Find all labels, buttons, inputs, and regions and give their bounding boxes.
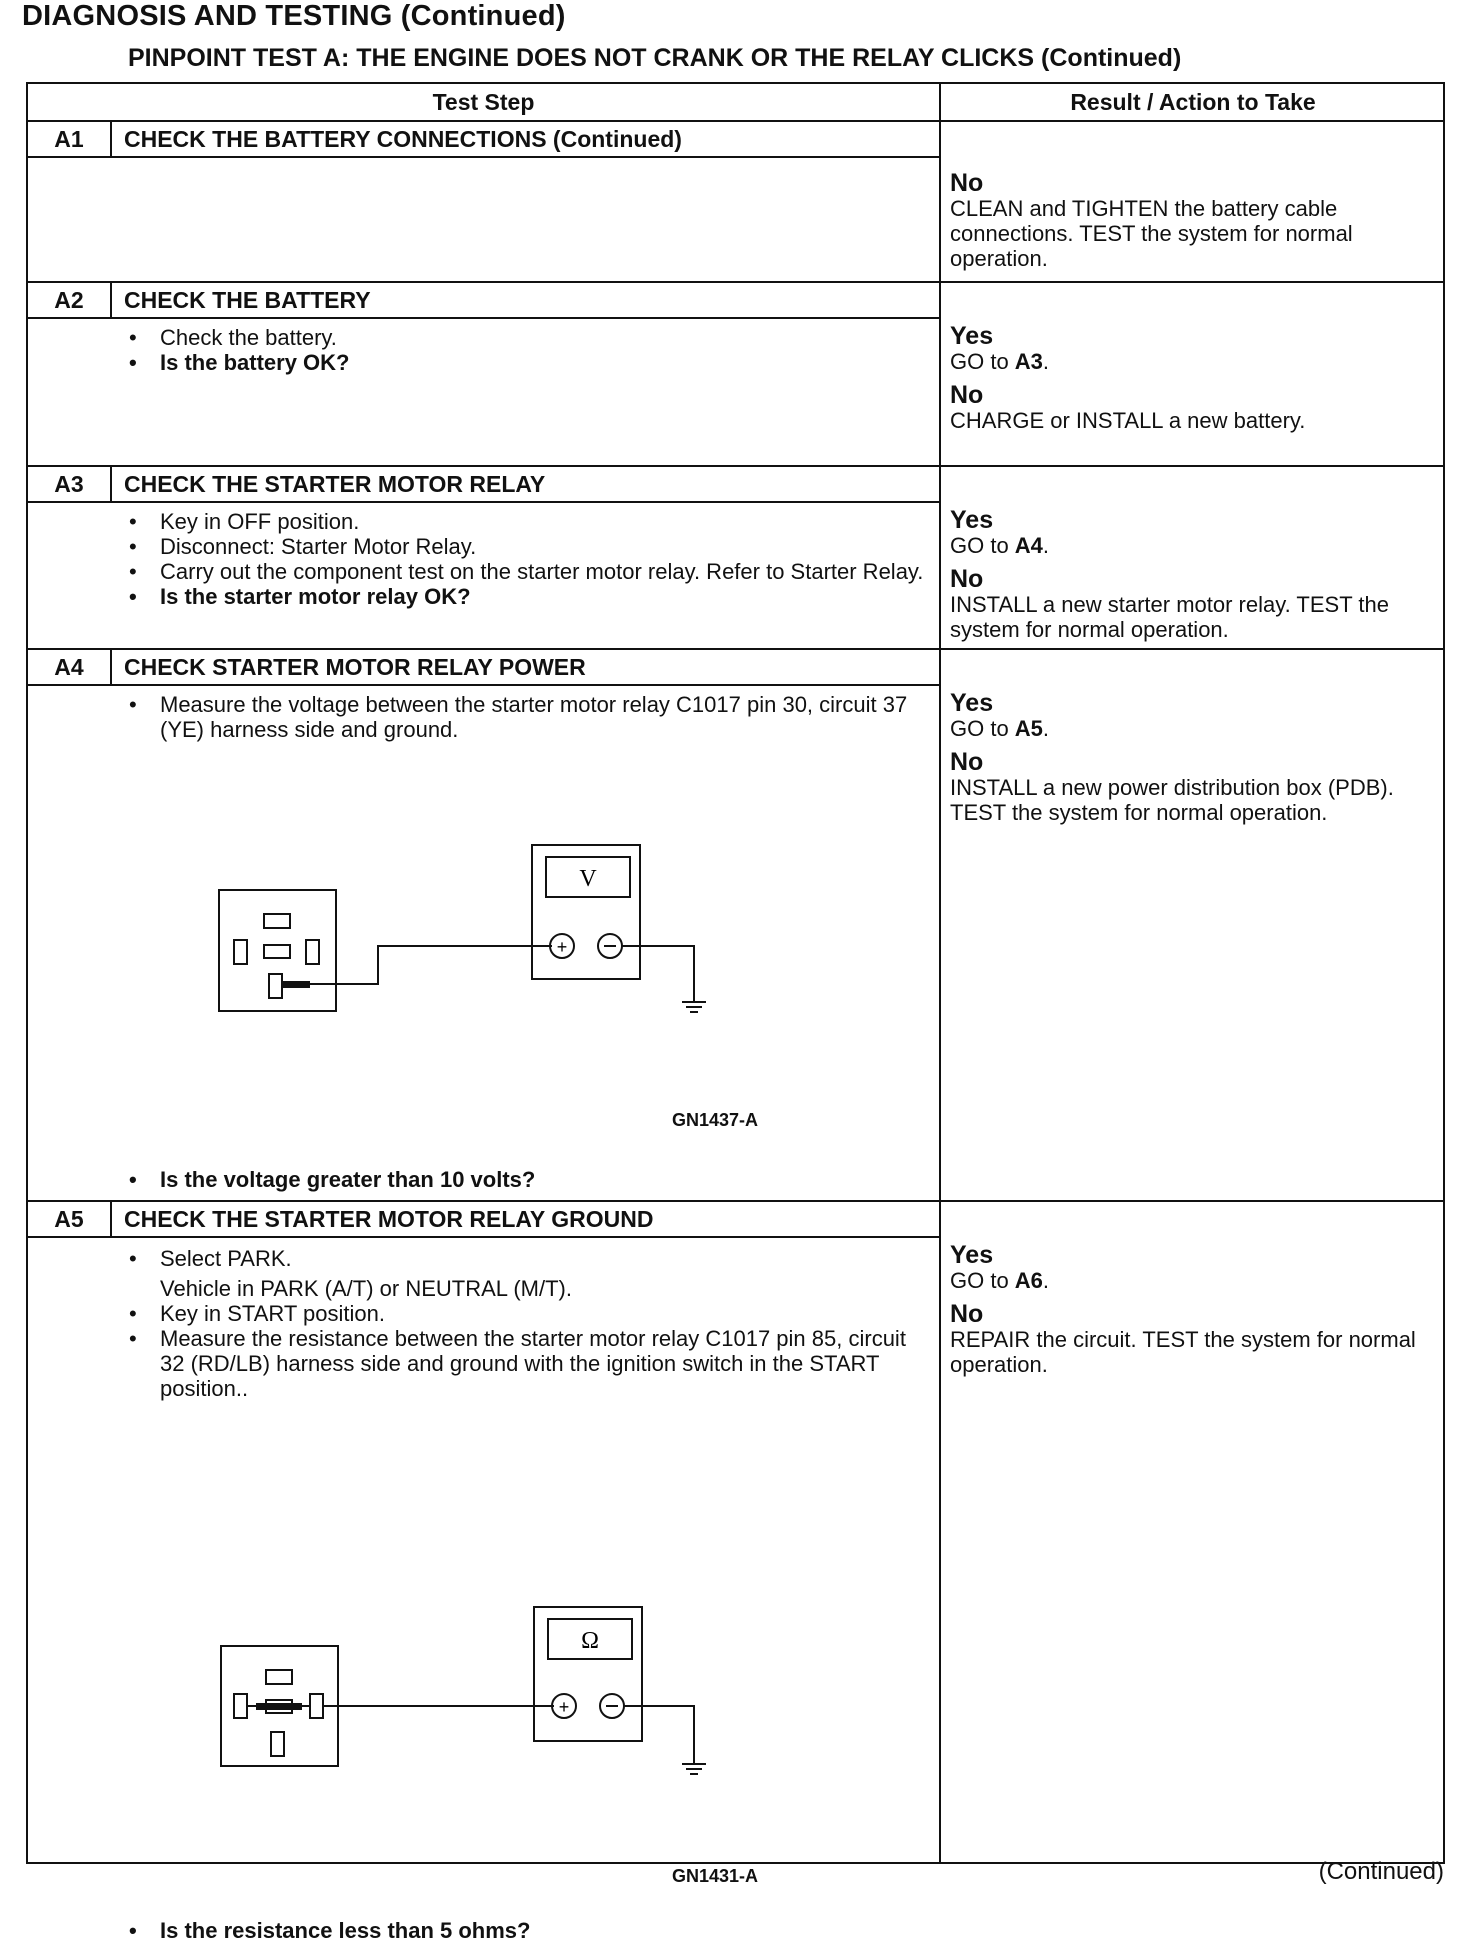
action-text: INSTALL a new power distribution box (PDB). TEST the system for normal operation.: [950, 775, 1394, 825]
instruction-item: • Carry out the component test on the starter motor relay. Refer to Starter Relay.: [129, 559, 924, 584]
probe-tip: [282, 981, 310, 988]
step-instructions: [124, 692, 934, 742]
answer-yes: Yes: [950, 506, 994, 534]
action-text: GO to A4.: [950, 533, 1050, 558]
step-result: [950, 507, 1440, 650]
step-id: A2: [28, 283, 112, 317]
step-a4: [28, 648, 1443, 1200]
answer-no: No: [950, 1300, 984, 1328]
step-reference: A6: [1014, 1268, 1043, 1293]
action-text: REPAIR the circuit. TEST the system for normal operation.: [950, 1327, 1416, 1377]
step-question: [124, 1167, 934, 1192]
header-result-action: Result / Action to Take: [1070, 88, 1316, 115]
step-title: CHECK THE STARTER MOTOR RELAY GROUND: [124, 1205, 654, 1232]
step-result: [950, 170, 1440, 279]
instruction-text: Key in START position.: [160, 1301, 385, 1326]
step-instructions: [124, 1246, 934, 1271]
instruction-text: Key in OFF position.: [160, 509, 360, 534]
step-header: [28, 467, 939, 503]
connector-pin: [266, 1670, 292, 1684]
instruction-note: Vehicle in PARK (A/T) or NEUTRAL (M/T).: [160, 1276, 572, 1301]
header-test-step: Test Step: [432, 88, 535, 115]
connector-pin: [271, 1732, 284, 1756]
answer-no: No: [950, 169, 984, 197]
answer-no: No: [950, 381, 984, 409]
question-item: • Is the starter motor relay OK?: [129, 584, 471, 609]
step-header: [28, 1202, 939, 1238]
step-header: [28, 122, 939, 158]
pinpoint-test-table: [26, 82, 1445, 1943]
plus-sign: +: [556, 937, 568, 957]
question-item: • Is the resistance less than 5 ohms?: [129, 1918, 531, 1943]
connector-pin: [306, 940, 319, 964]
instruction-text: Select PARK.: [160, 1246, 292, 1271]
answer-yes: Yes: [950, 689, 994, 717]
step-id: A3: [28, 467, 112, 501]
action-text: GO to A5.: [950, 716, 1050, 741]
question-text: Is the resistance less than 5 ohms?: [160, 1918, 531, 1943]
step-result: [950, 1242, 1440, 1385]
figure-code: GN1437-A: [672, 1110, 759, 1130]
step-reference: A4: [1014, 533, 1043, 558]
connector-pin: [234, 1694, 247, 1718]
step-id: A1: [28, 122, 112, 156]
instruction-item: • Key in START position.: [129, 1301, 385, 1326]
page-title: DIAGNOSIS AND TESTING (Continued): [22, 0, 566, 32]
step-reference: A5: [1014, 716, 1043, 741]
test-lead: [310, 946, 552, 984]
step-a3: [28, 465, 1443, 648]
ground-lead: [624, 1706, 694, 1764]
connector-pin: [264, 914, 290, 928]
step-instructions: [124, 1301, 934, 1401]
instruction-text: Measure the resistance between the starter motor relay C1017 pin 85, circuit 32 (RD/LB) harness side and ground with the ignition switch in the START position..: [160, 1326, 906, 1401]
continued-label: (Continued): [1318, 1858, 1444, 1885]
step-a2: [28, 281, 1443, 465]
step-result: [950, 690, 1440, 833]
instruction-text: Measure the voltage between the starter motor relay C1017 pin 30, circuit 37 (YE) harness side and ground.: [160, 692, 908, 742]
instruction-item: • Check the battery.: [129, 325, 337, 350]
instruction-text: Check the battery.: [160, 325, 337, 350]
figure-code: GN1431-A: [672, 1866, 759, 1886]
action-text: GO to A6.: [950, 1268, 1050, 1293]
ohmmeter-diagram: [220, 1606, 740, 1796]
pinpoint-test-title: PINPOINT TEST A: THE ENGINE DOES NOT CRANK OR THE RELAY CLICKS (Continued): [128, 44, 1182, 72]
step-instructions: [124, 325, 934, 375]
step-header: [28, 283, 939, 319]
step-instructions: [124, 509, 934, 609]
answer-no: No: [950, 748, 984, 776]
question-text: Is the battery OK?: [160, 350, 350, 375]
meter-symbol: Ω: [581, 1628, 599, 1654]
connector-pin: [310, 1694, 323, 1718]
connector-pin: [234, 940, 247, 964]
action-text: GO to A3.: [950, 349, 1050, 374]
action-text: CHARGE or INSTALL a new battery.: [950, 408, 1306, 433]
connector-pin: [269, 974, 282, 998]
ground-lead: [622, 946, 694, 1002]
instruction-item: • Key in OFF position.: [129, 509, 360, 534]
question-text: Is the starter motor relay OK?: [160, 584, 471, 609]
instruction-item: • Disconnect: Starter Motor Relay.: [129, 534, 477, 559]
step-title: CHECK THE STARTER MOTOR RELAY: [124, 470, 546, 497]
question-item: • Is the battery OK?: [129, 350, 350, 375]
instruction-item: • Measure the voltage between the starter motor relay C1017 pin 30, circuit 37 (YE) harness side and ground.: [129, 692, 908, 742]
step-title: CHECK STARTER MOTOR RELAY POWER: [124, 653, 586, 680]
voltmeter-diagram: [218, 844, 738, 1034]
answer-yes: Yes: [950, 1241, 994, 1269]
plus-sign: +: [558, 1697, 570, 1717]
question-text: Is the voltage greater than 10 volts?: [160, 1167, 536, 1192]
question-item: • Is the voltage greater than 10 volts?: [129, 1167, 536, 1192]
step-a1: [28, 122, 1443, 281]
connector-pin: [264, 945, 290, 958]
step-title: CHECK THE BATTERY: [124, 286, 371, 313]
instruction-item: • Measure the resistance between the starter motor relay C1017 pin 85, circuit 32 (RD/LB) harness side and ground with the ignition switch in the START position..: [129, 1326, 906, 1401]
instruction-text: Carry out the component test on the starter motor relay. Refer to Starter Relay.: [160, 559, 924, 584]
answer-yes: Yes: [950, 322, 994, 350]
step-id: A4: [28, 650, 112, 684]
answer-no: No: [950, 565, 984, 593]
step-title: CHECK THE BATTERY CONNECTIONS (Continued): [124, 125, 682, 152]
action-text: CLEAN and TIGHTEN the battery cable connections. TEST the system for normal operation.: [950, 196, 1353, 271]
instruction-text: Disconnect: Starter Motor Relay.: [160, 534, 477, 559]
action-text: INSTALL a new starter motor relay. TEST the system for normal operation.: [950, 592, 1389, 642]
step-result: [950, 323, 1440, 441]
instruction-item: • Select PARK.: [129, 1246, 292, 1271]
step-question: [124, 1918, 934, 1943]
step-header: [28, 650, 939, 686]
step-reference: A3: [1014, 349, 1043, 374]
meter-symbol: V: [579, 866, 597, 892]
step-id: A5: [28, 1202, 112, 1236]
